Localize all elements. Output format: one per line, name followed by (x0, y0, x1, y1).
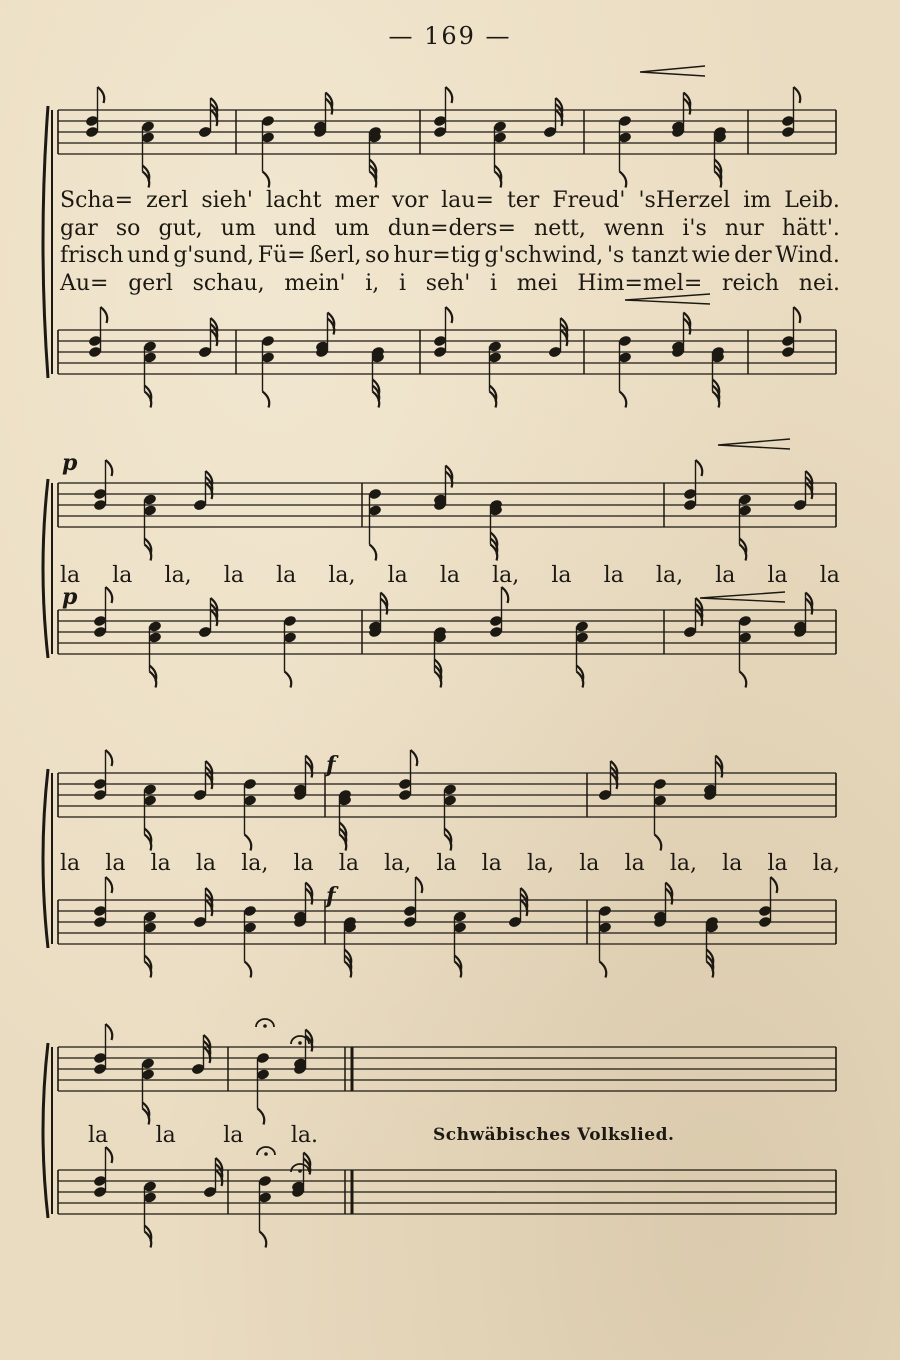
note-flag (740, 672, 747, 688)
lyric-syllable: la, (384, 851, 412, 876)
lyric-syllable: la (551, 563, 572, 588)
note-flag (106, 460, 113, 476)
note-flag (98, 87, 105, 103)
lyric-syllable: la, (655, 563, 684, 588)
lyric-syllable: la, (526, 851, 555, 876)
lyric-syllable: vor (391, 188, 429, 213)
note-flag (263, 172, 270, 188)
lyric-syllable: Scha= (60, 188, 134, 213)
lyric-syllable: nur (724, 216, 764, 241)
lyric-syllable: la (603, 563, 624, 588)
lyric-syllable: lau= (441, 188, 494, 213)
lyric-syllable: um (220, 216, 256, 241)
note-flag (794, 87, 801, 103)
note-flag (106, 1147, 113, 1163)
lyric-syllable: la (105, 851, 126, 876)
lyric-syllable: la (60, 851, 81, 876)
lyric-syllable: la (112, 563, 133, 588)
lyric-syllable: la (338, 851, 359, 876)
note-flag (260, 1232, 267, 1248)
lyric-syllable: so (115, 216, 141, 241)
crescendo-hairpin (700, 592, 785, 602)
dynamic-forte: f (326, 883, 336, 909)
lyric-syllable: 's tanzt (606, 243, 688, 268)
note-flag (502, 587, 509, 603)
lyric-syllable: la (195, 851, 217, 876)
system-brace (43, 769, 48, 948)
lyric-syllable: la (579, 851, 600, 876)
note-flag (370, 545, 377, 561)
lyric-syllable: wenn (604, 216, 665, 241)
lyric-syllable: gar (60, 216, 98, 241)
note-flag (106, 1024, 113, 1040)
lyric-syllable: 'sHerzel (638, 188, 731, 213)
lyric-syllable: Him=mel= (577, 271, 703, 296)
note-flag (794, 307, 801, 323)
note-flag (245, 835, 252, 851)
lyric-syllable: la, (669, 851, 698, 876)
fermata-dot (298, 1169, 302, 1173)
lyric-syllable: la (767, 563, 788, 588)
note-flag (101, 307, 108, 323)
lyric-syllable: la (223, 1123, 244, 1148)
lyric-syllable: Leib. (784, 188, 840, 213)
lyric-syllable: la, (164, 563, 192, 588)
lyric-syllable: hur=tig (393, 243, 481, 268)
fermata-dot (263, 1024, 267, 1028)
lyric-refrain-line-2 (60, 851, 840, 876)
note-flag (620, 392, 627, 408)
note-flag (446, 307, 453, 323)
lyric-syllable: Au= (60, 271, 109, 296)
system-brace (43, 1043, 48, 1218)
note-flag (106, 750, 113, 766)
lyric-syllable: la (293, 851, 314, 876)
lyric-syllable: Freud' (552, 188, 626, 213)
lyric-syllable: la, (812, 851, 840, 876)
lyric-syllable: und (273, 216, 317, 241)
lyric-syllable: schau, (192, 271, 265, 296)
lyric-syllable: la (819, 563, 840, 588)
note-flag (600, 962, 607, 978)
lyric-syllable: la, (492, 563, 520, 588)
lyric-syllable: mei (516, 271, 558, 296)
lyric-syllable: la (88, 1123, 109, 1148)
note-flag (245, 962, 252, 978)
lyric-syllable: nei. (798, 271, 840, 296)
lyric-syllable: g'schwind, (484, 243, 604, 268)
lyric-syllable: la, (241, 851, 269, 876)
dynamic-piano: p (62, 584, 78, 610)
note-flag (285, 672, 292, 688)
lyric-syllable: g'sund, (173, 243, 255, 268)
lyric-syllable: zerl (146, 188, 189, 213)
lyric-syllable: reich (722, 271, 780, 296)
fermata-dot (264, 1152, 268, 1156)
lyric-syllable: hätt'. (781, 216, 840, 241)
dynamic-piano: p (62, 450, 78, 476)
lyric-verse-3 (60, 243, 840, 268)
lyric-syllable: la (722, 851, 743, 876)
lyric-syllable: mein' (284, 271, 346, 296)
page-number: — 169 — (388, 22, 512, 50)
note-flag (106, 587, 113, 603)
lyric-refrain-line-1 (60, 563, 840, 588)
crescendo-hairpin (640, 66, 705, 76)
lyric-syllable: la (150, 851, 171, 876)
lyric-syllable: seh' (425, 271, 471, 296)
lyric-syllable: um (334, 216, 370, 241)
system-brace (43, 479, 48, 658)
lyric-syllable: la (223, 563, 244, 588)
source-credit: Schwäbisches Volkslied. (433, 1125, 675, 1145)
lyric-syllable: la, (328, 563, 356, 588)
lyric-verse-2 (60, 216, 840, 241)
system-brace (43, 106, 48, 378)
lyric-syllable: der (734, 243, 772, 268)
note-flag (655, 835, 662, 851)
lyric-syllable: frisch (60, 243, 124, 268)
note-flag (411, 750, 418, 766)
fermata-dot (298, 1041, 302, 1045)
note-flag (106, 877, 113, 893)
note-flag (416, 877, 423, 893)
lyric-syllable: so (365, 243, 390, 268)
lyric-syllable: la (436, 851, 457, 876)
lyric-syllable: ter (506, 188, 540, 213)
note-flag (620, 172, 627, 188)
lyric-syllable: nett, (534, 216, 586, 241)
crescendo-hairpin (718, 439, 790, 449)
lyric-syllable: i's (682, 216, 707, 241)
lyric-syllable: la. (290, 1123, 318, 1148)
note-flag (263, 392, 270, 408)
lyric-syllable: i (398, 271, 407, 296)
note-flag (696, 460, 703, 476)
note-flag (446, 87, 453, 103)
lyric-verse-4 (60, 271, 840, 296)
lyric-syllable: mer (334, 188, 379, 213)
lyric-syllable: sieh' (201, 188, 253, 213)
lyric-refrain-line-3 (88, 1123, 318, 1148)
lyric-syllable: la (276, 563, 297, 588)
lyric-syllable: und (127, 243, 170, 268)
lyric-syllable: la (387, 563, 408, 588)
lyric-syllable: gerl (128, 271, 173, 296)
lyric-syllable: lacht (265, 188, 322, 213)
lyric-syllable: la (60, 563, 81, 588)
lyric-syllable: wie (691, 243, 731, 268)
lyric-syllable: dun=ders= (387, 216, 516, 241)
lyric-syllable: gut, (158, 216, 203, 241)
dynamic-forte: f (326, 752, 336, 778)
lyric-syllable: Fü= (257, 243, 306, 268)
lyric-verse-1 (60, 188, 840, 213)
lyric-syllable: i, (365, 271, 380, 296)
lyric-syllable: la (155, 1123, 176, 1148)
lyric-syllable: Wind. (775, 243, 840, 268)
lyric-syllable: la (481, 851, 502, 876)
lyric-syllable: la (715, 563, 736, 588)
lyric-syllable: la (767, 851, 788, 876)
lyric-syllable: la (624, 851, 645, 876)
lyric-syllable: ßerl, (309, 243, 362, 268)
lyric-syllable: im (743, 188, 772, 213)
note-flag (771, 877, 778, 893)
lyric-syllable: la (439, 563, 461, 588)
lyric-syllable: i (490, 271, 498, 296)
